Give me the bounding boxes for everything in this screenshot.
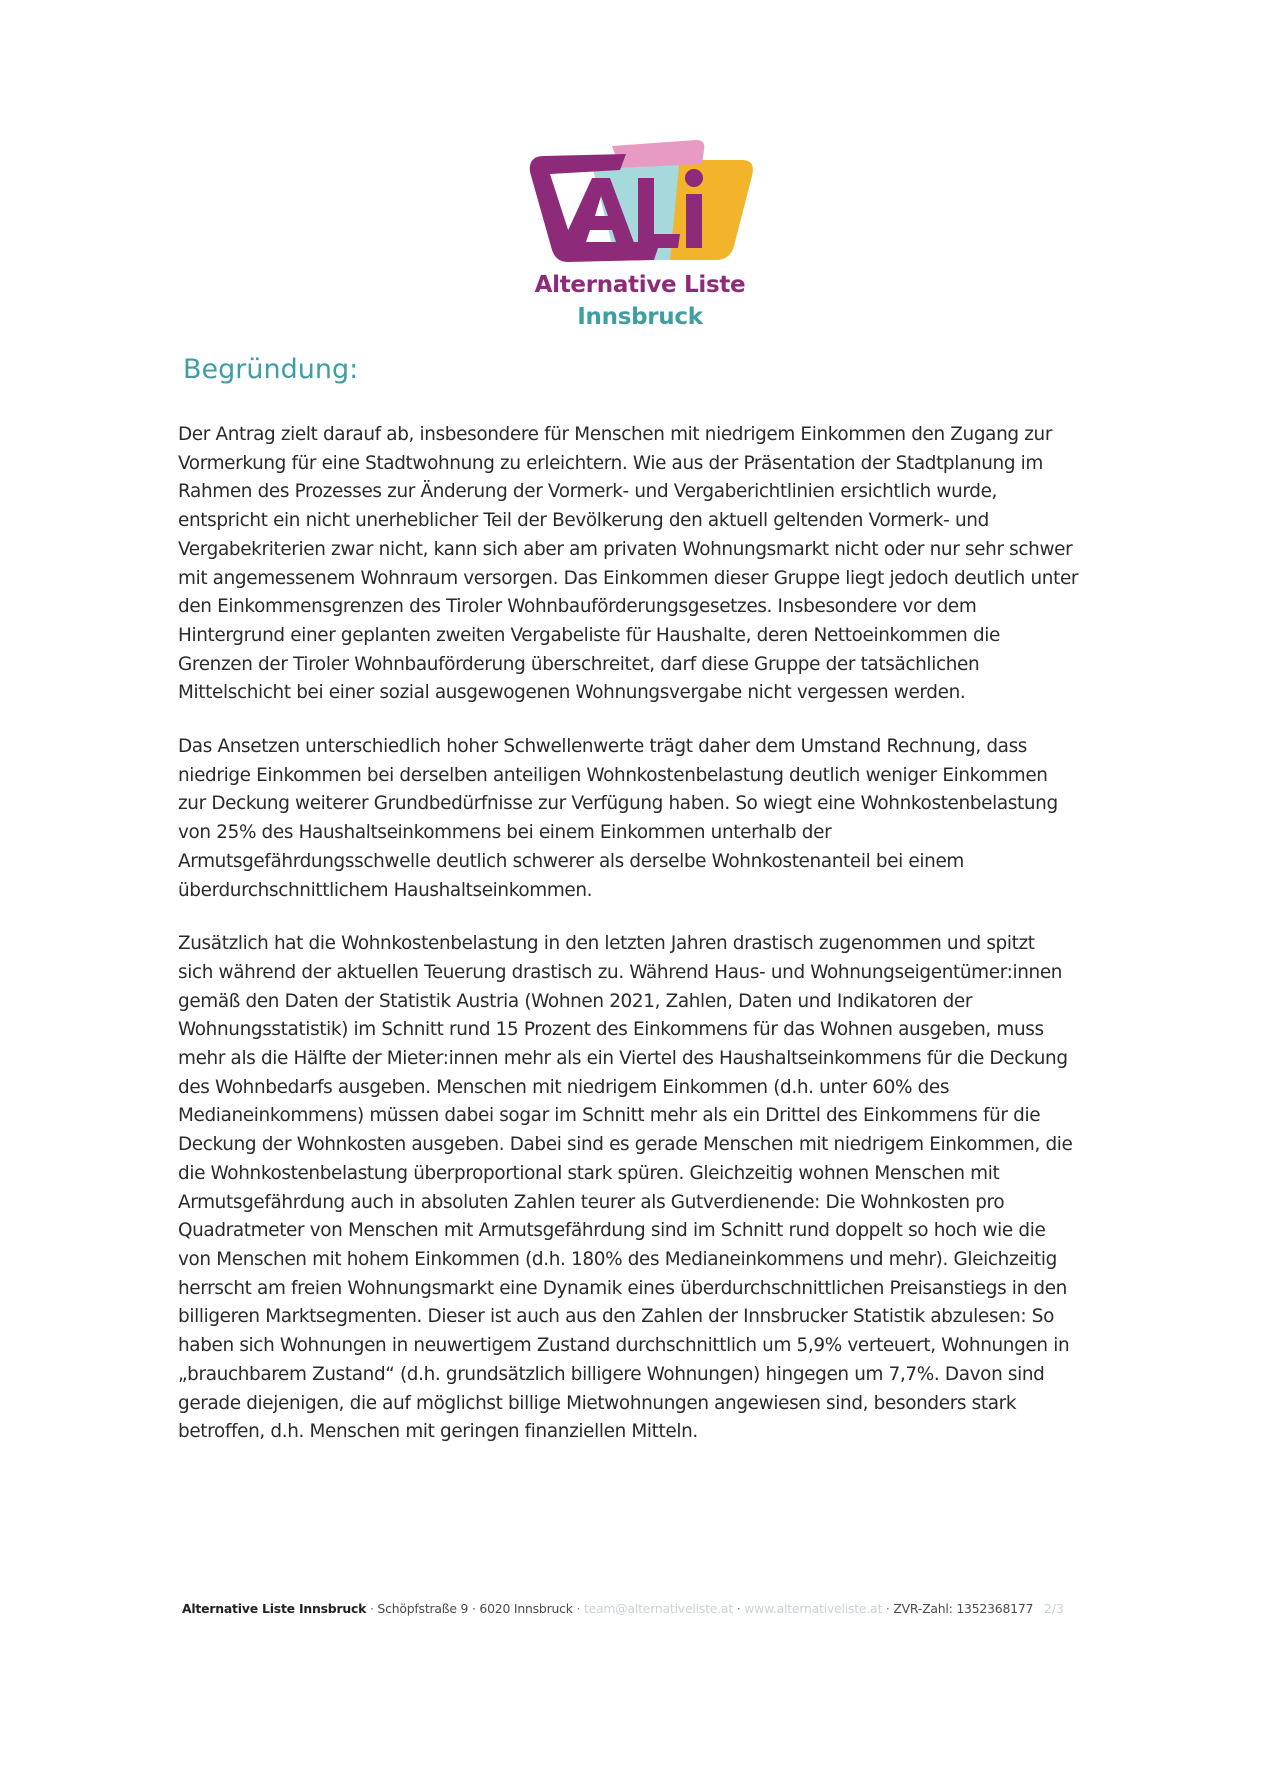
ali-logo-mark-icon [520, 138, 760, 268]
text-line: Grenzen der Tiroler Wohnbauförderung überschreitet, darf diese Gruppe der tatsächlichen [178, 653, 980, 675]
text-line: Armutsgefährdung auch in absoluten Zahlen teurer als Gutverdienende: Die Wohnkosten pro [178, 1191, 1005, 1213]
footer-org: Alternative Liste Innsbruck [182, 1601, 367, 1616]
text-line: „brauchbarem Zustand“ (d.h. grundsätzlich billigere Wohnungen) hingegen um 7,7%. Davon sind [178, 1363, 1045, 1385]
text-line: von 25% des Haushaltseinkommens bei einem Einkommen unterhalb der [178, 822, 832, 844]
text-line: Vergabekriterien zwar nicht, kann sich aber am privaten Wohnungsmarkt nicht oder nur sehr schwer [178, 538, 1073, 560]
text-line: des Wohnbedarfs ausgeben. Menschen mit niedrigem Einkommen (d.h. unter 60% des [178, 1076, 950, 1098]
footer-separator: · [366, 1601, 378, 1616]
footer-email-link[interactable]: team@alternativeliste.at [583, 1601, 733, 1616]
text-line: Der Antrag zielt darauf ab, insbesondere für Menschen mit niedrigem Einkommen den Zugang zur [178, 424, 1053, 445]
text-line: sich während der aktuellen Teuerung drastisch zu. Während Haus- und Wohnungseigentümer:innen [178, 961, 1063, 983]
text-line: Armutsgefährdungsschwelle deutlich schwerer als derselbe Wohnkostenanteil bei einem [178, 850, 964, 872]
text-line: entspricht ein nicht unerheblicher Teil der Bevölkerung den aktuell geltenden Vormerk- und [178, 510, 989, 532]
text-line: gemäß den Daten der Statistik Austria (Wohnen 2021, Zahlen, Daten und Indikatoren der [178, 990, 973, 1012]
footer-separator: · [732, 1601, 745, 1616]
text-line: Mittelschicht bei einer sozial ausgewogenen Wohnungsvergabe nicht vergessen werden. [178, 682, 966, 704]
logo [510, 138, 770, 338]
paragraph-1 [178, 421, 1098, 708]
paragraph-2 [178, 733, 1098, 905]
text-line: Quadratmeter von Menschen mit Armutsgefährdung sind im Schnitt rund doppelt so hoch wie die [178, 1220, 1046, 1242]
footer-zvr: ZVR-Zahl: 1352368177 [893, 1601, 1034, 1616]
footer [182, 1601, 1033, 1616]
text-line: mit angemessenem Wohnraum versorgen. Das Einkommen dieser Gruppe liegt jedoch deutlich unter [178, 567, 1079, 589]
logo-title: Alternative Liste [534, 272, 746, 298]
text-line: Zusätzlich hat die Wohnkostenbelastung in den letzten Jahren drastisch zugenommen und spitzt [178, 933, 1035, 955]
text-line: billigeren Marktsegmenten. Dieser ist auch aus den Zahlen der Innsbrucker Statistik abzulesen: So [178, 1306, 1054, 1328]
text-line: den Einkommensgrenzen des Tiroler Wohnbauförderungsgesetzes. Insbesondere vor dem [178, 596, 977, 618]
paragraph-3 [178, 930, 1098, 1447]
footer-website-link[interactable]: www.alternativeliste.at [744, 1601, 883, 1616]
text-line: niedrige Einkommen bei derselben anteiligen Wohnkostenbelastung deutlich weniger Einkommen [178, 764, 1048, 786]
text-line: herrscht am freien Wohnungsmarkt eine Dynamik eines überdurchschnittlichen Preisanstiegs in den [178, 1277, 1067, 1299]
text-line: Vormerkung für eine Stadtwohnung zu erleichtern. Wie aus der Präsentation der Stadtplanung im [178, 452, 1043, 474]
text-line: überdurchschnittlichem Haushaltseinkommen. [178, 879, 593, 901]
text-line: mehr als die Hälfte der Mieter:innen mehr als ein Viertel des Haushaltseinkommens für die Deckung [178, 1048, 1068, 1070]
text-line: Deckung der Wohnkosten ausgeben. Dabei sind es gerade Menschen mit niedrigem Einkommen, die [178, 1134, 1073, 1156]
section-heading: Begründung: [183, 354, 359, 385]
text-line: Medianeinkommens) müssen dabei sogar im Schnitt mehr als ein Drittel des Einkommens für die [178, 1105, 1041, 1127]
text-line: die Wohnkostenbelastung überproportional stark spüren. Gleichzeitig wohnen Menschen mit [178, 1162, 1000, 1184]
text-line: Wohnungsstatistik) im Schnitt rund 15 Prozent des Einkommens für das Wohnen ausgeben, muss [178, 1019, 1044, 1041]
text-line: haben sich Wohnungen in neuwertigem Zustand durchschnittlich um 5,9% verteuert, Wohnungen in [178, 1335, 1070, 1357]
text-line: gerade diejenigen, die auf möglichst billige Mietwohnungen angewiesen sind, besonders stark [178, 1392, 1017, 1414]
footer-address: Schöpfstraße 9 · 6020 Innsbruck [377, 1601, 573, 1616]
footer-separator: · [572, 1601, 584, 1616]
logo-subtitle: Innsbruck [577, 304, 703, 330]
text-line: Das Ansetzen unterschiedlich hoher Schwellenwerte trägt daher dem Umstand Rechnung, dass [178, 736, 1028, 758]
text-line: Hintergrund einer geplanten zweiten Vergabeliste für Haushalte, deren Nettoeinkommen die [178, 624, 1001, 646]
page-number: 2/3 [1044, 1601, 1064, 1616]
body-text [178, 421, 1098, 1472]
text-line: von Menschen mit hohem Einkommen (d.h. 180% des Medianeinkommens und mehr). Gleichzeitig [178, 1248, 1057, 1270]
footer-separator: · [882, 1601, 894, 1616]
text-line: Rahmen des Prozesses zur Änderung der Vormerk- und Vergaberichtlinien ersichtlich wurde, [178, 481, 998, 503]
text-line: zur Deckung weiterer Grundbedürfnisse zur Verfügung haben. So wiegt eine Wohnkostenbelastung [178, 793, 1058, 815]
text-line: betroffen, d.h. Menschen mit geringen finanziellen Mitteln. [178, 1421, 698, 1443]
